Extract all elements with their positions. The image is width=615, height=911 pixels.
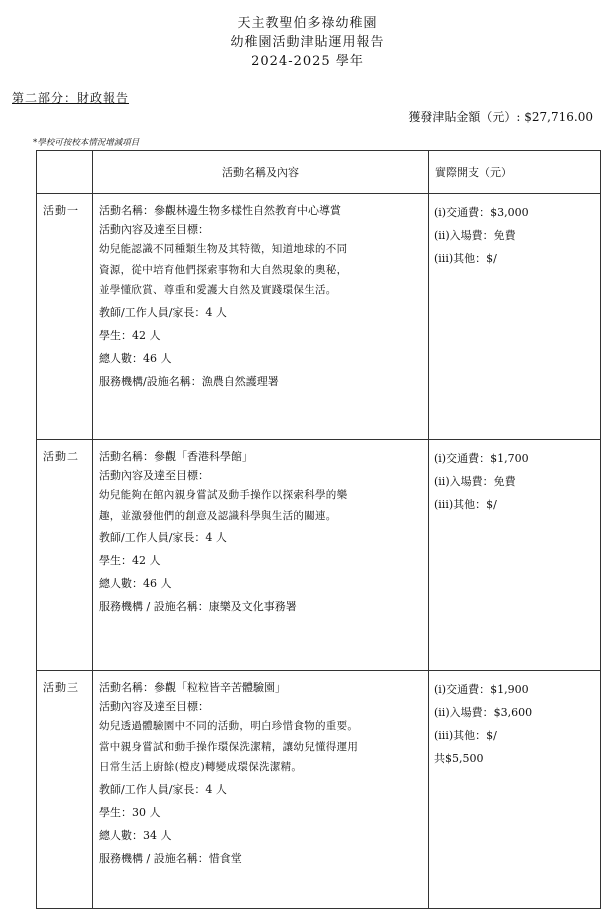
students-count: 學生：30 人: [99, 805, 161, 819]
teachers-count: 教師/工作人員/家長：4 人: [99, 531, 227, 544]
content-label: 活動內容及達至目標：: [99, 700, 209, 713]
note: *學校可按校本情況增減項目: [33, 138, 140, 148]
table-row: [37, 194, 601, 440]
expense-admission: (ii)入場費：免費: [434, 475, 516, 488]
table-row: [37, 440, 601, 671]
description-line: 當中親身嘗試和動手操作環保洗潔精，讓幼兒懂得運用: [99, 740, 359, 753]
activity-table: [36, 150, 601, 909]
header-expense: 實際開支（元）: [429, 151, 601, 194]
activity-name: 活動名稱：參觀「香港科學館」: [99, 450, 253, 463]
expense-admission: (ii)入場費：$3,600: [434, 706, 533, 719]
table-header-row: [37, 151, 601, 194]
organization: 服務機構 / 設施名稱：康樂及文化事務署: [99, 600, 297, 613]
header-content: 活動名稱及內容: [93, 151, 429, 194]
expense-other: (iii)其他：$/: [434, 252, 497, 265]
expense-admission: (ii)入場費：免費: [434, 229, 516, 242]
teachers-count: 教師/工作人員/家長：4 人: [99, 305, 227, 319]
expense-other: (iii)其他：$/: [434, 729, 497, 742]
activity-content: [93, 440, 429, 671]
table-row: [37, 671, 601, 909]
expense-other: (iii)其他：$/: [434, 498, 497, 511]
school-name: 天主教聖伯多祿幼稚園: [237, 16, 378, 31]
expense-transport: (i)交通費：$3,000: [434, 206, 529, 219]
organization: 服務機構 / 設施名稱：惜食堂: [99, 851, 242, 865]
header-activity: [37, 151, 93, 194]
description-line: 並學懂欣賞、尊重和愛護大自然及實踐環保生活。: [99, 284, 337, 296]
section-title: 第二部分：財政報告: [12, 91, 130, 105]
description-line: 趣，並激發他們的創意及認識科學與生活的關連。: [99, 509, 337, 522]
activity-name: 活動名稱：參觀「粒粒皆辛苦體驗園」: [99, 681, 286, 694]
description-line: 資源，從中培育他們探索事物和大自然現象的奧秘，: [99, 263, 348, 276]
activity-content: [93, 194, 429, 440]
total-count: 總人數：46 人: [99, 577, 172, 590]
activity-label: 活動三: [37, 671, 93, 909]
description-line: 日常生活上廚餘(橙皮)轉變成環保洗潔精。: [99, 761, 303, 773]
activity-content: [93, 671, 429, 909]
organization: 服務機構/設施名稱：漁農自然護理署: [99, 374, 279, 388]
activity-label: 活動二: [37, 440, 93, 671]
teachers-count: 教師/工作人員/家長：4 人: [99, 782, 227, 796]
expense-total: 共$5,500: [434, 752, 484, 765]
description-line: 幼兒能認識不同種類生物及其特徵，知道地球的不同: [99, 243, 348, 255]
activity-expenses: [429, 440, 601, 671]
expense-transport: (i)交通費：$1,700: [434, 452, 529, 465]
school-year: 2024-2025 學年: [251, 54, 364, 69]
activity-name: 活動名稱：參觀林邊生物多樣性自然教育中心導賞: [99, 204, 341, 217]
document-header: [0, 14, 615, 71]
report-title: 幼稚園活動津貼運用報告: [230, 35, 385, 50]
total-count: 總人數：46 人: [99, 351, 172, 365]
description-line: 幼兒能夠在館內親身嘗試及動手操作以探索科學的樂: [99, 489, 348, 501]
students-count: 學生：42 人: [99, 554, 161, 567]
grant-total: 獲發津貼金額（元）: $27,716.00: [408, 110, 593, 124]
description-line: 幼兒透過體驗園中不同的活動，明白珍惜食物的重要。: [99, 720, 359, 732]
content-label: 活動內容及達至目標：: [99, 469, 209, 482]
activity-label: 活動一: [37, 194, 93, 440]
activity-expenses: [429, 194, 601, 440]
content-label: 活動內容及達至目標：: [99, 223, 209, 236]
total-count: 總人數：34 人: [99, 828, 172, 842]
students-count: 學生：42 人: [99, 328, 161, 342]
activity-expenses: [429, 671, 601, 909]
expense-transport: (i)交通費：$1,900: [434, 683, 529, 696]
